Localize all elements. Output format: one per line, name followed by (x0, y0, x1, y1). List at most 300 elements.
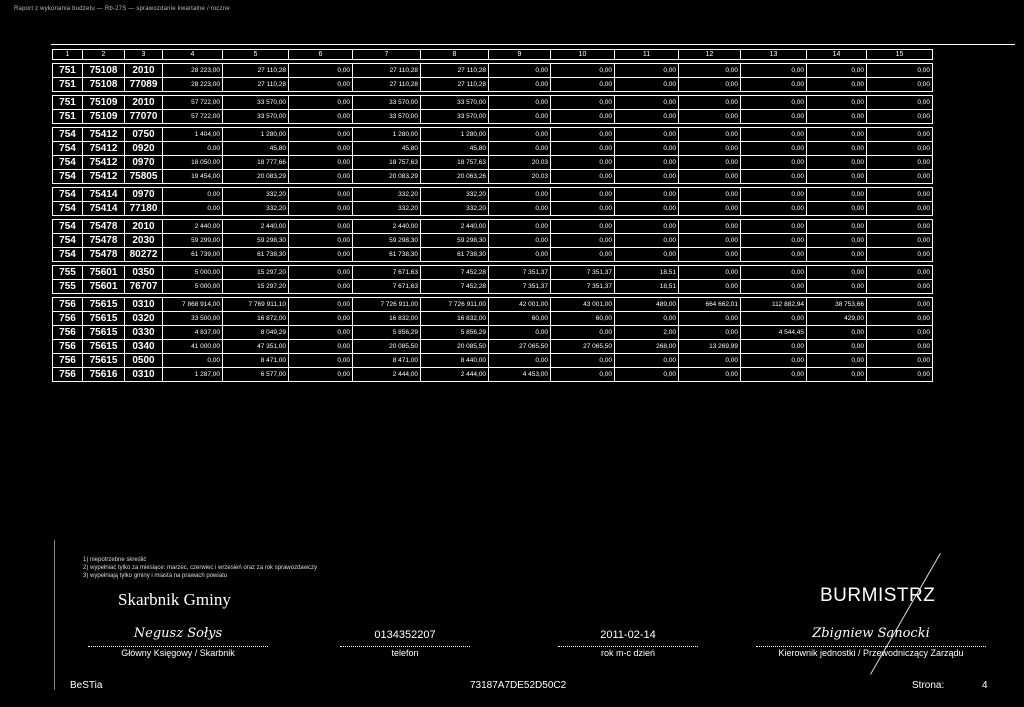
amount-cell: 0,00 (807, 170, 867, 184)
amount-cell: 27 110,28 (223, 64, 289, 78)
column-number: 2 (83, 50, 125, 60)
amount-cell: 7 351,37 (489, 280, 551, 294)
amount-cell: 28 223,00 (163, 78, 223, 92)
amount-cell: 15 297,20 (223, 280, 289, 294)
amount-cell: 489,00 (615, 298, 679, 312)
amount-cell: 0,00 (163, 202, 223, 216)
amount-cell: 15 297,20 (223, 266, 289, 280)
amount-cell: 0,00 (489, 326, 551, 340)
amount-cell: 28 223,00 (163, 64, 223, 78)
division-cell: 751 (53, 64, 83, 78)
amount-cell: 332,20 (353, 188, 421, 202)
amount-cell: 429,00 (807, 312, 867, 326)
amount-cell: 0,00 (867, 340, 933, 354)
amount-cell: 13 269,99 (679, 340, 741, 354)
paragraph-cell: 2010 (125, 220, 163, 234)
amount-cell: 0,00 (679, 128, 741, 142)
amount-cell: 57 722,00 (163, 110, 223, 124)
amount-cell: 0,00 (289, 64, 353, 78)
footnote-line: 1) niepotrzebne skreślić (83, 557, 147, 563)
amount-cell: 0,00 (807, 368, 867, 382)
amount-cell: 0,00 (615, 220, 679, 234)
amount-cell: 0,00 (807, 96, 867, 110)
margin-bracket (54, 540, 61, 690)
amount-cell: 33 570,00 (353, 110, 421, 124)
amount-cell: 0,00 (551, 188, 615, 202)
amount-cell: 0,00 (807, 128, 867, 142)
amount-cell: 0,00 (289, 220, 353, 234)
amount-cell: 6 577,00 (223, 368, 289, 382)
division-cell: 754 (53, 234, 83, 248)
amount-cell: 2 444,00 (421, 368, 489, 382)
amount-cell: 0,00 (867, 298, 933, 312)
amount-cell: 0,00 (867, 368, 933, 382)
column-number: 3 (125, 50, 163, 60)
amount-cell: 8 471,00 (223, 354, 289, 368)
page-number: 4 (982, 680, 988, 691)
amount-cell: 0,00 (807, 64, 867, 78)
amount-cell: 0,00 (867, 110, 933, 124)
paragraph-cell: 77089 (125, 78, 163, 92)
amount-cell: 8 471,00 (353, 354, 421, 368)
amount-cell: 0,00 (489, 248, 551, 262)
table-row (53, 234, 933, 248)
amount-cell: 0,00 (741, 96, 807, 110)
amount-cell: 0,00 (679, 202, 741, 216)
amount-cell: 0,00 (741, 64, 807, 78)
amount-cell: 18,51 (615, 266, 679, 280)
amount-cell: 664 662,01 (679, 298, 741, 312)
amount-cell: 0,00 (489, 220, 551, 234)
amount-cell: 0,00 (679, 280, 741, 294)
amount-cell: 0,00 (489, 110, 551, 124)
amount-cell: 0,00 (551, 248, 615, 262)
date-line (558, 646, 698, 647)
mayor-signature-line (756, 646, 986, 647)
amount-cell: 42 001,00 (489, 298, 551, 312)
amount-cell: 0,00 (867, 312, 933, 326)
amount-cell: 0,00 (289, 156, 353, 170)
chapter-cell: 75615 (83, 326, 125, 340)
mayor-handwriting: Zbigniew Sanocki (812, 626, 930, 641)
amount-cell: 0,00 (679, 368, 741, 382)
amount-cell: 0,00 (807, 354, 867, 368)
amount-cell: 0,00 (289, 326, 353, 340)
amount-cell: 0,00 (741, 234, 807, 248)
amount-cell: 0,00 (867, 128, 933, 142)
chapter-cell: 75478 (83, 220, 125, 234)
amount-cell: 0,00 (163, 354, 223, 368)
amount-cell: 5 000,00 (163, 266, 223, 280)
amount-cell: 20 085,50 (353, 340, 421, 354)
amount-cell: 0,00 (867, 156, 933, 170)
chapter-cell: 75615 (83, 340, 125, 354)
amount-cell: 0,00 (807, 78, 867, 92)
amount-cell: 0,00 (615, 128, 679, 142)
amount-cell: 0,00 (867, 266, 933, 280)
paragraph-cell: 2010 (125, 96, 163, 110)
amount-cell: 0,00 (489, 202, 551, 216)
chapter-cell: 75616 (83, 368, 125, 382)
chapter-cell: 75109 (83, 110, 125, 124)
amount-cell: 0,00 (807, 188, 867, 202)
amount-cell: 0,00 (551, 78, 615, 92)
amount-cell: 0,00 (289, 142, 353, 156)
amount-cell: 0,00 (741, 280, 807, 294)
division-cell: 754 (53, 128, 83, 142)
mayor-label: Kierownik jednostki / Przewodniczący Zarządu (778, 648, 964, 658)
column-number-row (53, 50, 933, 60)
page-label: Strona: (912, 680, 945, 691)
amount-cell: 0,00 (741, 354, 807, 368)
amount-cell: 0,00 (289, 368, 353, 382)
amount-cell: 16 832,00 (421, 312, 489, 326)
amount-cell: 0,00 (289, 188, 353, 202)
amount-cell: 33 570,00 (223, 110, 289, 124)
amount-cell: 27 065,50 (489, 340, 551, 354)
amount-cell: 0,00 (551, 368, 615, 382)
division-cell: 754 (53, 248, 83, 262)
amount-cell: 268,00 (615, 340, 679, 354)
amount-cell: 45,80 (353, 142, 421, 156)
amount-cell: 0,00 (551, 156, 615, 170)
chapter-cell: 75412 (83, 156, 125, 170)
paragraph-cell: 0310 (125, 368, 163, 382)
amount-cell: 33 570,00 (421, 110, 489, 124)
amount-cell: 0,00 (807, 202, 867, 216)
amount-cell: 0,00 (489, 96, 551, 110)
chapter-cell: 75478 (83, 234, 125, 248)
chapter-cell: 75615 (83, 312, 125, 326)
amount-cell: 0,00 (289, 78, 353, 92)
amount-cell: 0,00 (163, 142, 223, 156)
amount-cell: 0,00 (807, 280, 867, 294)
division-cell: 756 (53, 312, 83, 326)
column-number: 12 (679, 50, 741, 60)
amount-cell: 7 671,63 (353, 266, 421, 280)
table-row (53, 248, 933, 262)
amount-cell: 0,00 (615, 110, 679, 124)
division-cell: 755 (53, 266, 83, 280)
amount-cell: 0,00 (741, 312, 807, 326)
amount-cell: 0,00 (807, 248, 867, 262)
table-row (53, 96, 933, 110)
amount-cell: 0,00 (289, 170, 353, 184)
paragraph-cell: 0320 (125, 312, 163, 326)
amount-cell: 57 722,00 (163, 96, 223, 110)
amount-cell: 0,00 (679, 220, 741, 234)
amount-cell: 61 738,30 (223, 248, 289, 262)
amount-cell: 0,00 (807, 340, 867, 354)
amount-cell: 0,00 (289, 128, 353, 142)
amount-cell: 33 570,00 (223, 96, 289, 110)
amount-cell: 0,00 (551, 110, 615, 124)
amount-cell: 0,00 (867, 188, 933, 202)
column-number: 7 (353, 50, 421, 60)
amount-cell: 1 280,00 (421, 128, 489, 142)
amount-cell: 0,00 (489, 234, 551, 248)
amount-cell: 0,00 (741, 78, 807, 92)
amount-cell: 0,00 (489, 188, 551, 202)
amount-cell: 45,80 (223, 142, 289, 156)
amount-cell: 60,00 (489, 312, 551, 326)
amount-cell: 0,00 (489, 128, 551, 142)
amount-cell: 20 083,29 (353, 170, 421, 184)
amount-cell: 16 872,00 (223, 312, 289, 326)
amount-cell: 59 298,30 (353, 234, 421, 248)
amount-cell: 0,00 (551, 64, 615, 78)
column-number: 9 (489, 50, 551, 60)
column-number: 5 (223, 50, 289, 60)
amount-cell: 19 454,00 (163, 170, 223, 184)
date-block (558, 626, 698, 658)
chapter-cell: 75412 (83, 170, 125, 184)
chapter-cell: 75108 (83, 64, 125, 78)
amount-cell: 0,00 (615, 170, 679, 184)
amount-cell: 0,00 (867, 234, 933, 248)
amount-cell: 2 444,00 (353, 368, 421, 382)
amount-cell: 7 769 911,10 (223, 298, 289, 312)
amount-cell: 0,00 (679, 96, 741, 110)
division-cell: 751 (53, 96, 83, 110)
paragraph-cell: 75805 (125, 170, 163, 184)
amount-cell: 0,00 (615, 312, 679, 326)
phone-value: 0134352207 (374, 629, 436, 641)
amount-cell: 0,00 (867, 142, 933, 156)
amount-cell: 18 757,63 (421, 156, 489, 170)
amount-cell: 47 351,00 (223, 340, 289, 354)
amount-cell: 20 085,50 (421, 340, 489, 354)
amount-cell: 61 738,30 (421, 248, 489, 262)
amount-cell: 0,00 (741, 170, 807, 184)
amount-cell: 0,00 (289, 354, 353, 368)
amount-cell: 0,00 (679, 170, 741, 184)
amount-cell: 0,00 (807, 326, 867, 340)
amount-cell: 7 351,37 (551, 280, 615, 294)
budget-table (52, 49, 933, 382)
column-number: 4 (163, 50, 223, 60)
chapter-cell: 75601 (83, 280, 125, 294)
phone-label: telefon (391, 648, 419, 658)
amount-cell: 0,00 (289, 110, 353, 124)
amount-cell: 0,00 (741, 368, 807, 382)
chapter-cell: 75414 (83, 188, 125, 202)
amount-cell: 0,00 (807, 220, 867, 234)
amount-cell: 0,00 (551, 142, 615, 156)
amount-cell: 0,00 (679, 354, 741, 368)
amount-cell: 7 671,63 (353, 280, 421, 294)
amount-cell: 0,00 (289, 340, 353, 354)
table-row (53, 266, 933, 280)
amount-cell: 0,00 (867, 326, 933, 340)
phone-block (340, 626, 470, 658)
amount-cell: 0,00 (679, 142, 741, 156)
amount-cell: 20,03 (489, 156, 551, 170)
amount-cell: 7 726 911,00 (353, 298, 421, 312)
amount-cell: 0,00 (679, 326, 741, 340)
chapter-cell: 75615 (83, 298, 125, 312)
amount-cell: 38 753,66 (807, 298, 867, 312)
amount-cell: 0,00 (289, 312, 353, 326)
treasurer-title: Skarbnik Gminy (118, 590, 231, 609)
table-row (53, 78, 933, 92)
amount-cell: 45,80 (421, 142, 489, 156)
amount-cell: 0,00 (741, 156, 807, 170)
amount-cell: 0,00 (741, 128, 807, 142)
table-row (53, 340, 933, 354)
amount-cell: 5 000,00 (163, 280, 223, 294)
amount-cell: 27 110,28 (353, 64, 421, 78)
column-number: 13 (741, 50, 807, 60)
paragraph-cell: 2030 (125, 234, 163, 248)
paragraph-cell: 0330 (125, 326, 163, 340)
table-row (53, 354, 933, 368)
paragraph-cell: 0500 (125, 354, 163, 368)
amount-cell: 61 738,30 (353, 248, 421, 262)
amount-cell: 18 050,00 (163, 156, 223, 170)
phone-line (340, 646, 470, 647)
amount-cell: 7 351,37 (551, 266, 615, 280)
division-cell: 751 (53, 78, 83, 92)
column-number: 10 (551, 50, 615, 60)
footnote-line: 2) wypełniać tylko za miesiące: marzec, czerwiec i wrzesień oraz za rok sprawozdawczy (83, 565, 318, 571)
amount-cell: 0,00 (679, 110, 741, 124)
amount-cell: 0,00 (679, 64, 741, 78)
chapter-cell: 75414 (83, 202, 125, 216)
amount-cell: 0,00 (615, 234, 679, 248)
mayor-signature (756, 626, 986, 658)
table-row (53, 142, 933, 156)
amount-cell: 0,00 (289, 266, 353, 280)
chapter-cell: 75601 (83, 266, 125, 280)
amount-cell: 0,00 (551, 202, 615, 216)
amount-cell: 332,20 (223, 188, 289, 202)
paragraph-cell: 0310 (125, 298, 163, 312)
amount-cell: 2 440,00 (223, 220, 289, 234)
division-cell: 754 (53, 156, 83, 170)
amount-cell: 0,00 (867, 96, 933, 110)
column-number: 8 (421, 50, 489, 60)
amount-cell: 4 544,45 (741, 326, 807, 340)
amount-cell: 0,00 (615, 64, 679, 78)
paragraph-cell: 0970 (125, 156, 163, 170)
amount-cell: 0,00 (741, 188, 807, 202)
chapter-cell: 75478 (83, 248, 125, 262)
amount-cell: 332,20 (353, 202, 421, 216)
table-row (53, 312, 933, 326)
amount-cell: 0,00 (551, 354, 615, 368)
amount-cell: 41 000,00 (163, 340, 223, 354)
amount-cell: 0,00 (615, 156, 679, 170)
column-number: 15 (867, 50, 933, 60)
amount-cell: 112 882,94 (741, 298, 807, 312)
amount-cell: 0,00 (679, 234, 741, 248)
paragraph-cell: 0750 (125, 128, 163, 142)
amount-cell: 0,00 (289, 280, 353, 294)
amount-cell: 0,00 (867, 202, 933, 216)
amount-cell: 0,00 (489, 354, 551, 368)
amount-cell: 0,00 (807, 266, 867, 280)
amount-cell: 0,00 (615, 188, 679, 202)
amount-cell: 0,00 (679, 312, 741, 326)
amount-cell: 4 837,00 (163, 326, 223, 340)
amount-cell: 0,00 (867, 280, 933, 294)
amount-cell: 1 287,00 (163, 368, 223, 382)
amount-cell: 59 298,30 (223, 234, 289, 248)
table-row (53, 170, 933, 184)
amount-cell: 0,00 (615, 96, 679, 110)
amount-cell: 0,00 (679, 248, 741, 262)
division-cell: 756 (53, 368, 83, 382)
chapter-cell: 75109 (83, 96, 125, 110)
table-row (53, 64, 933, 78)
amount-cell: 27 110,28 (421, 78, 489, 92)
amount-cell: 0,00 (289, 248, 353, 262)
amount-cell: 0,00 (807, 156, 867, 170)
treasurer-signature (88, 626, 268, 658)
column-number: 6 (289, 50, 353, 60)
division-cell: 755 (53, 280, 83, 294)
table-row (53, 368, 933, 382)
amount-cell: 0,00 (679, 188, 741, 202)
amount-cell: 0,00 (867, 354, 933, 368)
division-cell: 756 (53, 298, 83, 312)
amount-cell: 7 452,28 (421, 266, 489, 280)
amount-cell: 0,00 (867, 170, 933, 184)
amount-cell: 0,00 (551, 234, 615, 248)
amount-cell: 5 856,29 (421, 326, 489, 340)
report-header: Raport z wykonania budżetu — Rb-27S — sprawozdanie kwartalne / roczne (14, 6, 230, 12)
amount-cell: 0,00 (615, 78, 679, 92)
amount-cell: 0,00 (741, 220, 807, 234)
table-row (53, 202, 933, 216)
amount-cell: 18 757,63 (353, 156, 421, 170)
amount-cell: 0,00 (807, 234, 867, 248)
amount-cell: 0,00 (289, 298, 353, 312)
division-cell: 754 (53, 142, 83, 156)
table-row (53, 280, 933, 294)
amount-cell: 8 440,00 (421, 354, 489, 368)
paragraph-cell: 76707 (125, 280, 163, 294)
division-cell: 756 (53, 340, 83, 354)
amount-cell: 1 280,00 (353, 128, 421, 142)
footnotes (83, 556, 317, 580)
amount-cell: 0,00 (489, 78, 551, 92)
amount-cell: 2 440,00 (163, 220, 223, 234)
amount-cell: 43 001,00 (551, 298, 615, 312)
amount-cell: 20 063,26 (421, 170, 489, 184)
amount-cell: 20 083,29 (223, 170, 289, 184)
table-row (53, 220, 933, 234)
date-value: 2011-02-14 (600, 629, 656, 641)
division-cell: 751 (53, 110, 83, 124)
table-row (53, 156, 933, 170)
amount-cell: 0,00 (741, 202, 807, 216)
amount-cell: 8 049,29 (223, 326, 289, 340)
amount-cell: 33 570,00 (421, 96, 489, 110)
column-number: 11 (615, 50, 679, 60)
amount-cell: 0,00 (741, 248, 807, 262)
amount-cell: 16 832,00 (353, 312, 421, 326)
amount-cell: 59 298,30 (421, 234, 489, 248)
amount-cell: 0,00 (163, 188, 223, 202)
amount-cell: 60,00 (551, 312, 615, 326)
amount-cell: 27 065,50 (551, 340, 615, 354)
amount-cell: 0,00 (679, 156, 741, 170)
amount-cell: 0,00 (679, 266, 741, 280)
amount-cell: 0,00 (807, 142, 867, 156)
amount-cell: 4 453,00 (489, 368, 551, 382)
